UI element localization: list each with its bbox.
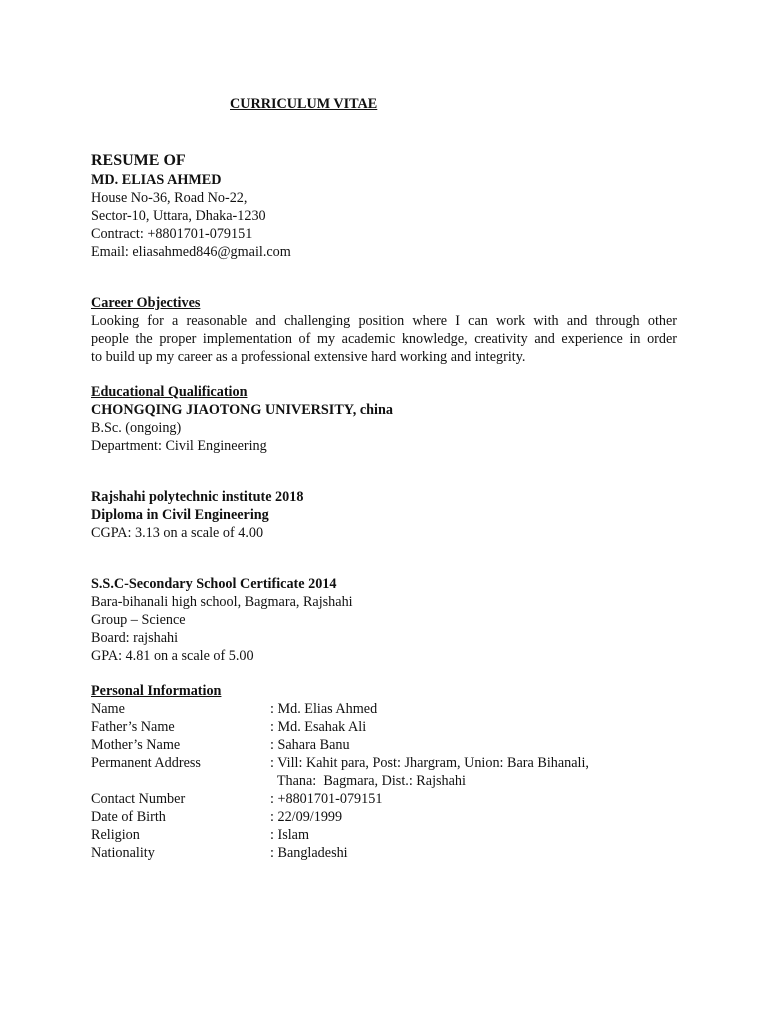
address-line-1: House No-36, Road No-22,: [91, 190, 248, 206]
personal-value-father: : Md. Esahak Ali: [270, 719, 367, 735]
personal-label-dob: Date of Birth: [91, 809, 166, 825]
personal-value-address-continued: Thana: Bagmara, Dist.: Rajshahi: [270, 773, 466, 789]
candidate-name: MD. ELIAS AHMED: [91, 172, 222, 188]
document-title: CURRICULUM VITAE: [230, 96, 378, 112]
personal-label-mother: Mother’s Name: [91, 737, 181, 753]
ssc-result: GPA: 4.81 on a scale of 5.00: [91, 648, 254, 664]
career-objective-line-3: to build up my career as a professional extensive hard working and integrity.: [91, 349, 526, 365]
personal-value-religion: : Islam: [270, 827, 310, 843]
university-degree: B.Sc. (ongoing): [91, 420, 182, 436]
university-department: Department: Civil Engineering: [91, 438, 267, 454]
personal-value-name: : Md. Elias Ahmed: [270, 701, 378, 717]
career-objective-line-1: Looking for a reasonable and challenging position where I can work with and through other: [91, 313, 677, 329]
resume-of-heading: RESUME OF: [91, 152, 186, 169]
career-objectives-heading: Career Objectives: [91, 295, 201, 311]
personal-label-name: Name: [91, 701, 125, 717]
polytechnic-result: CGPA: 3.13 on a scale of 4.00: [91, 525, 264, 541]
personal-label-father: Father’s Name: [91, 719, 175, 735]
personal-label-address: Permanent Address: [91, 755, 201, 771]
personal-value-nationality: : Bangladeshi: [270, 845, 348, 861]
personal-label-religion: Religion: [91, 827, 140, 843]
polytechnic-name: Rajshahi polytechnic institute 2018: [91, 489, 304, 505]
career-objective-line-2: people the proper implementation of my academic knowledge, creativity and experience in order: [91, 331, 677, 347]
personal-value-dob: : 22/09/1999: [270, 809, 343, 825]
personal-information-heading: Personal Information: [91, 683, 222, 699]
ssc-group: Group – Science: [91, 612, 186, 628]
ssc-name: S.S.C-Secondary School Certificate 2014: [91, 576, 337, 592]
personal-value-address: : Vill: Kahit para, Post: Jhargram, Union: Bara Bihanali,: [270, 755, 589, 771]
ssc-school: Bara-bihanali high school, Bagmara, Rajshahi: [91, 594, 353, 610]
personal-label-nationality: Nationality: [91, 845, 155, 861]
personal-label-contact: Contact Number: [91, 791, 186, 807]
ssc-board: Board: rajshahi: [91, 630, 179, 646]
contact-line: Contract: +8801701-079151: [91, 226, 253, 242]
education-heading: Educational Qualification: [91, 384, 248, 400]
personal-value-contact: : +8801701-079151: [270, 791, 383, 807]
personal-value-mother: : Sahara Banu: [270, 737, 350, 753]
polytechnic-degree: Diploma in Civil Engineering: [91, 507, 269, 523]
university-name: CHONGQING JIAOTONG UNIVERSITY, china: [91, 402, 393, 418]
email-line: Email: eliasahmed846@gmail.com: [91, 244, 291, 260]
address-line-2: Sector-10, Uttara, Dhaka-1230: [91, 208, 266, 224]
